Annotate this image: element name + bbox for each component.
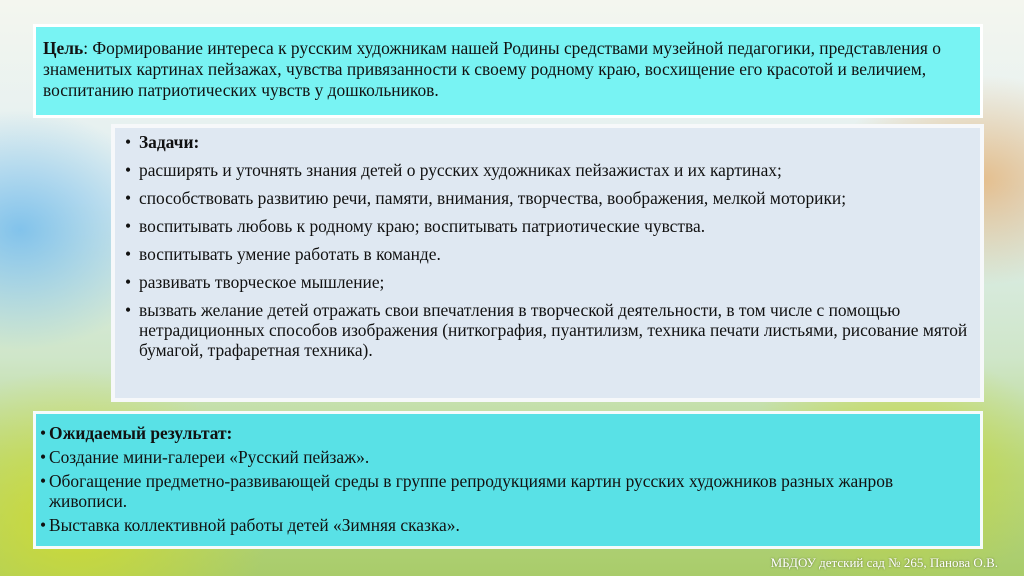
- results-heading-text: Ожидаемый результат:: [49, 423, 233, 443]
- result-item: • Выставка коллективной работы детей «Зимняя сказка».: [40, 515, 975, 535]
- goal-box: [33, 24, 983, 118]
- footer-credit: МБДОУ детский сад № 265, Панова О.В.: [770, 555, 998, 570]
- task-item: • воспитывать любовь к родному краю; воспитывать патриотические чувства.: [125, 216, 974, 236]
- results-box: [33, 411, 983, 549]
- tasks-heading: [125, 132, 974, 152]
- tasks-heading-text: Задачи:: [139, 132, 200, 152]
- task-item: • способствовать развитию речи, памяти, внимания, творчества, воображения, мелкой моторики;: [125, 188, 974, 208]
- task-item: • воспитывать умение работать в команде.: [125, 244, 974, 264]
- result-item: • Создание мини-галереи «Русский пейзаж».: [40, 447, 975, 467]
- task-item: • развивать творческое мышление;: [125, 272, 974, 292]
- task-item: • расширять и уточнять знания детей о русских художниках пейзажистах и их картинах;: [125, 160, 974, 180]
- results-list: [40, 423, 975, 535]
- results-heading: [40, 423, 975, 443]
- tasks-list: [125, 132, 974, 360]
- result-item: • Обогащение предметно-развивающей среды в группе репродукциями картин русских художников разных жанров живописи.: [40, 471, 975, 511]
- goal-label: Цель: [43, 38, 84, 58]
- goal-text: : Формирование интереса к русским художникам нашей Родины средствами музейной педагогики, представления о знаменитых картинах пейзажах, чувства привязанности к своему родному краю, восхищение его красотой и величием, воспитанию патриотических чувств у дошкольников.: [43, 38, 941, 100]
- tasks-box: [111, 124, 984, 402]
- task-item: • вызвать желание детей отражать свои впечатления в творческой деятельности, в том числе с помощью нетрадиционных способов изображения (ниткография, пуантилизм, техника печати листьями, рисование мятой бумагой, трафаретная техника).: [125, 300, 974, 360]
